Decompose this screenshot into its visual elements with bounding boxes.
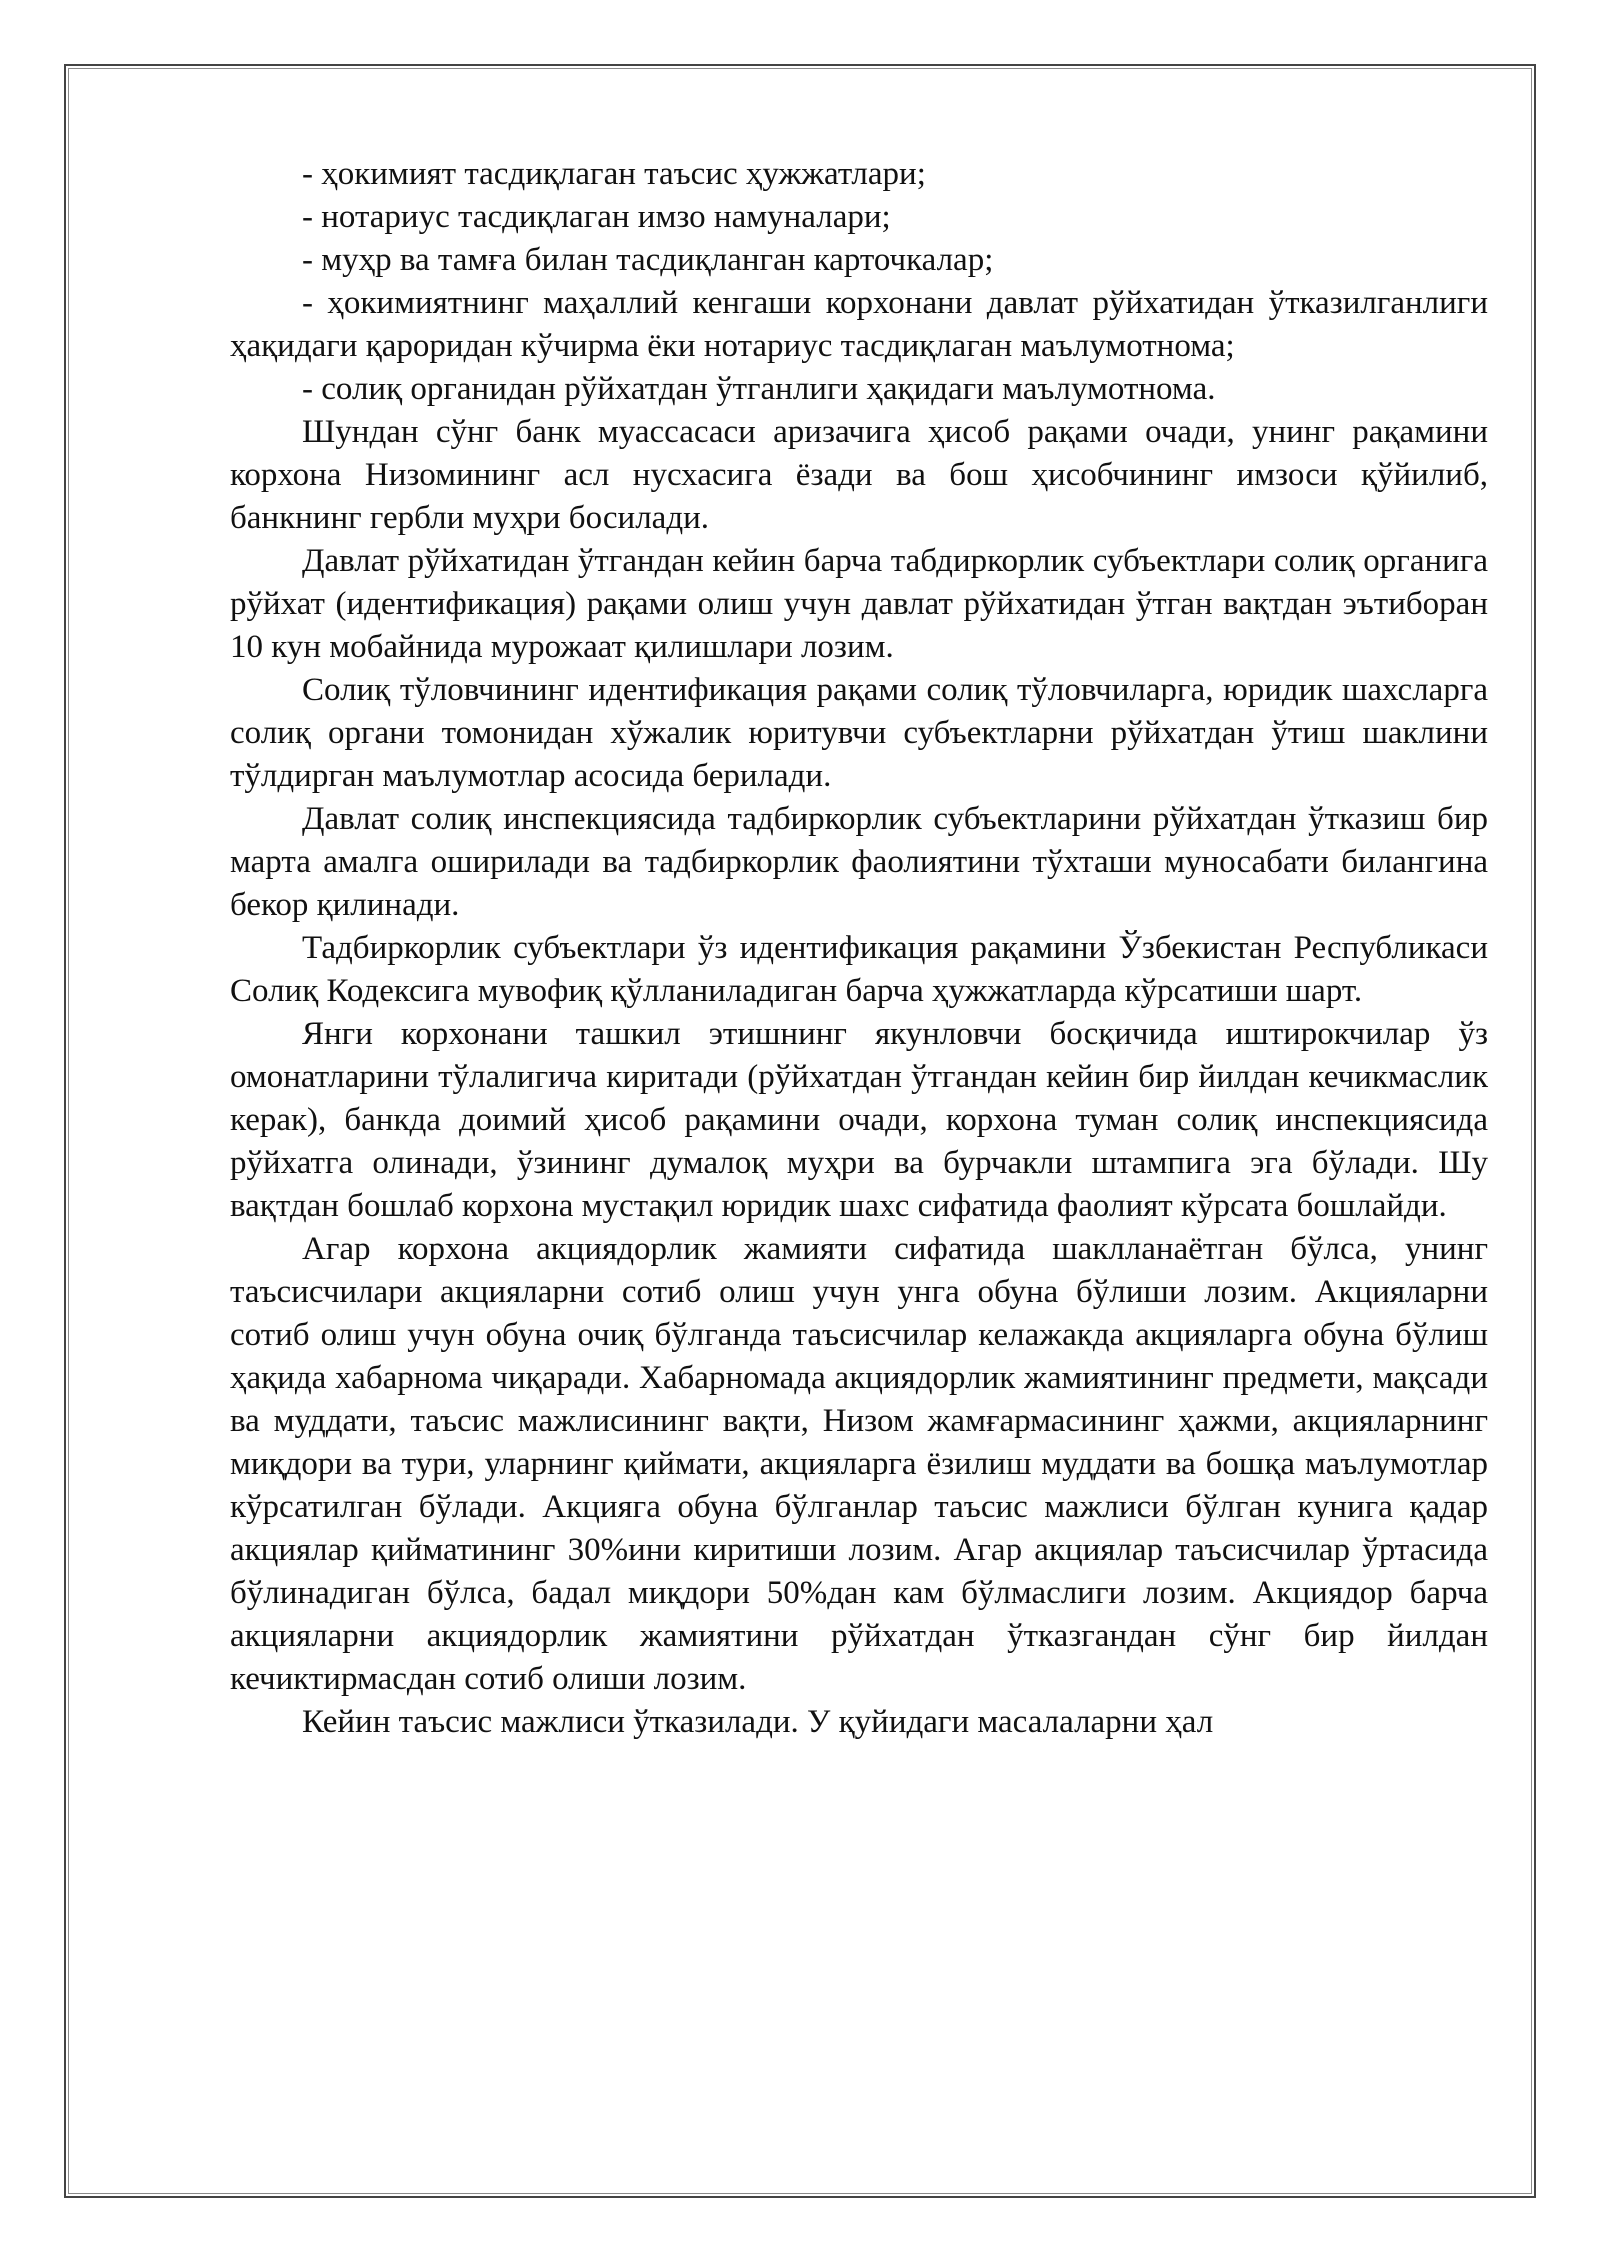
paragraph-tax-registration-deadline: Давлат рўйхатидан ўтгандан кейин барча табдиркорлик субъектлари солиқ органига рўйхат (идентификация) рақами олиш учун давлат рўйхатидан ўтган вақтдан эътиборан 10 кун мобайнида мурожаат қилишлари лозим. bbox=[230, 543, 1488, 665]
document-body bbox=[230, 153, 1488, 1744]
list-item-registration-extract: - ҳокимиятнинг маҳаллий кенгаши корхонани давлат рўйхатидан ўтказилганлиги ҳақидаги қароридан кўчирма ёки нотариус тасдиқлаган маълумотнома; bbox=[230, 285, 1488, 364]
list-item-founding-documents: - ҳокимият тасдиқлаган таъсис ҳужжатлари; bbox=[302, 156, 926, 192]
list-item-tax-registration-certificate: - солиқ органидан рўйхатдан ўтганлиги ҳақидаги маълумотнома. bbox=[302, 371, 1216, 407]
paragraph-joint-stock-company: Агар корхона акциядорлик жамияти сифатида шаклланаётган бўлса, унинг таъсисчилари акцияларни сотиб олиш учун унга обуна бўлиши лозим. Акцияларни сотиб олиш учун обуна очиқ бўлганда таъсисчилар келажакда акцияларга обуна бўлиш ҳақида хабарнома чиқаради. Хабарномада акциядорлик жамиятининг предмети, мақсади ва муддати, таъсис мажлисининг вақти, Низом жамғармасининг ҳажми, акцияларнинг миқдори ва тури, уларнинг қиймати, акцияларга ёзилиш муддати ва бошқа маълумотлар кўрсатилган бўлади. Акцияга обуна бўлганлар таъсис мажлиси бўлган кунига қадар акциялар қийматининг 30%ини киритиши лозим. Агар акциялар таъсисчилар ўртасида бўлинадиган бўлса, бадал миқдори 50%дан кам бўлмаслиги лозим. Акциядор барча акцияларни акциядорлик жамиятини рўйхатдан ўтказгандан сўнг бир йилдан кечиктирмасдан сотиб олиши лозим. bbox=[230, 1231, 1488, 1697]
list-item-signature-samples: - нотариус тасдиқлаган имзо намуналари; bbox=[302, 199, 891, 235]
list-item-seal-cards: - муҳр ва тамға билан тасдиқланган карточкалар; bbox=[302, 242, 994, 278]
paragraph-bank-account: Шундан сўнг банк муассасаси аризачига ҳисоб рақами очади, унинг рақамини корхона Низомининг асл нусхасига ёзади ва бош ҳисобчининг имзоси қўйилиб, банкнинг гербли муҳри босилади. bbox=[230, 414, 1488, 536]
paragraph-taxpayer-id: Солиқ тўловчининг идентификация рақами солиқ тўловчиларга, юридик шахсларга солиқ органи томонидан хўжалик юритувчи субъектларни рўйхатдан ўтиш шаклини тўлдирган маълумотлар асосида берилади. bbox=[230, 672, 1488, 794]
paragraph-final-stage: Янги корхонани ташкил этишнинг якунловчи босқичида иштирокчилар ўз омонатларини тўлалигича киритади (рўйхатдан ўтгандан кейин бир йилдан кечикмаслик керак), банкда доимий ҳисоб рақамини очади, корхона туман солиқ инспекциясида рўйхатга олинади, ўзининг думалоқ муҳри ва бурчакли штампига эга бўлади. Шу вақтдан бошлаб корхона мустақил юридик шахс сифатида фаолият кўрсата бошлайди. bbox=[230, 1016, 1488, 1224]
paragraph-founding-meeting: Кейин таъсис мажлиси ўтказилади. У қуйидаги масалаларни ҳал bbox=[302, 1704, 1214, 1740]
paragraph-registration-once: Давлат солиқ инспекциясида тадбиркорлик субъектларини рўйхатдан ўтказиш бир марта амалга оширилади ва тадбиркорлик фаолиятини тўхташи муносабати билангина бекор қилинади. bbox=[230, 801, 1488, 923]
paragraph-id-in-documents: Тадбиркорлик субъектлари ўз идентификация рақамини Ўзбекистан Республикаси Солиқ Кодексига мувофиқ қўлланиладиган барча ҳужжатларда кўрсатиши шарт. bbox=[230, 930, 1488, 1009]
